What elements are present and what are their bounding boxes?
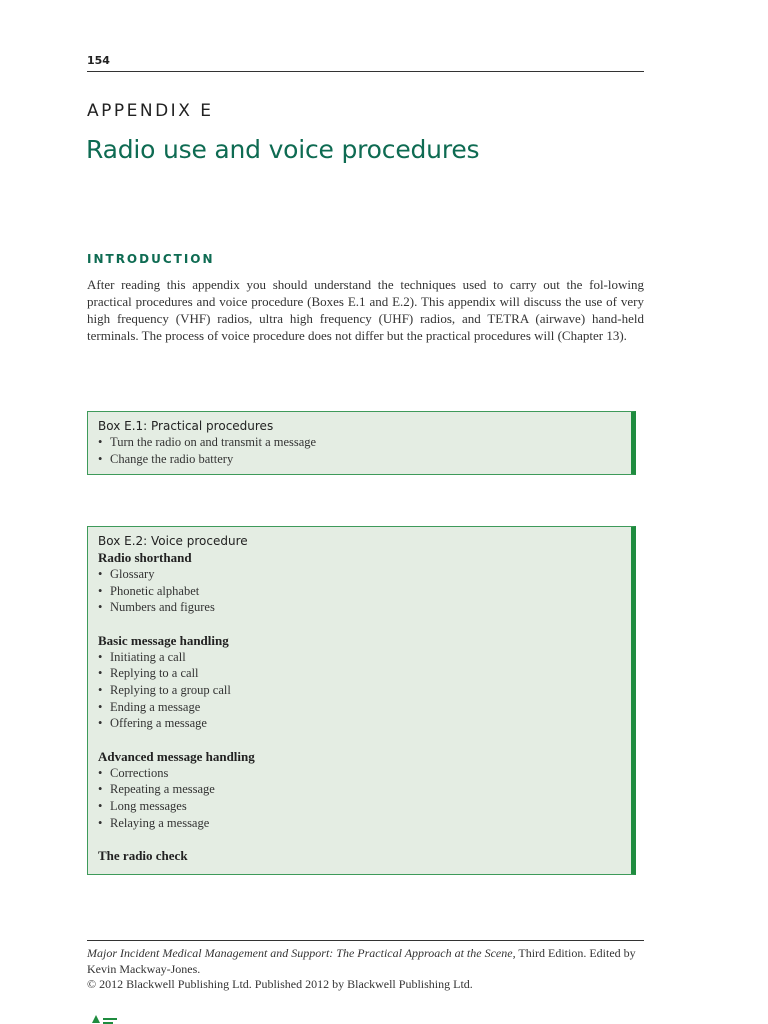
list-item-text: Phonetic alphabet [110,583,200,598]
box-e2-list-item [98,566,631,583]
box-e1-practical-procedures [87,411,636,475]
footer-edition-line: Third Edition. Edited by Kevin Mackway-Jones. [87,946,636,976]
list-item-text: Turn the radio on and transmit a message [110,435,317,449]
list-item-text: Corrections [110,765,169,780]
box-e2-list-item [98,599,631,616]
publisher-logo [86,1014,146,1024]
box-e2-group-heading: Radio shorthand [98,550,192,565]
box-e2-voice-procedure [87,526,636,875]
bullet-marker: • [98,815,103,830]
box-e2-list-item [98,765,631,782]
bullet-marker: • [98,682,103,697]
box-e2-title: Box E.2: Voice procedure [98,534,248,548]
list-item-text: Ending a message [110,699,201,714]
bullet-marker: • [98,765,103,780]
page-number: 154 [87,54,110,67]
box-e2-group-heading: Advanced message handling [98,748,255,764]
box-e2-group-heading: Basic message handling [98,632,229,648]
group-spacer [98,732,631,748]
list-item-text: Offering a message [110,716,207,731]
bullet-marker: • [98,583,103,598]
box-e2-group-heading: The radio check [98,848,188,864]
header-rule [87,71,644,72]
bullet-marker: • [98,600,103,615]
box-e2-list-item [98,815,631,832]
box-e2-list-item [98,583,631,600]
list-item-text: Numbers and figures [110,600,215,615]
introduction-heading: INTRODUCTION [87,252,215,266]
group-spacer [98,616,631,632]
list-item-text: Glossary [110,567,155,581]
list-item-text: Replying to a call [110,666,199,681]
list-item-text: Replying to a group call [110,682,231,697]
box-e1-list-item [98,434,631,451]
footer-book-title: Major Incident Medical Management and Support: The Practical Approach at the Scene, [87,946,516,960]
box-e2-list-item [98,682,631,699]
list-item-text: Repeating a message [110,782,215,797]
footer-citation [87,946,647,993]
box-e1-list [98,434,631,467]
box-e2-group-list [98,649,631,732]
bullet-marker: • [98,567,103,581]
box-e2-list-item [98,649,631,666]
box-e2-list-item [98,715,631,732]
group-spacer [98,831,631,847]
list-item-text: Change the radio battery [110,451,234,466]
box-e2-group-list [98,566,631,616]
bullet-marker: • [98,782,103,797]
chapter-title: Radio use and voice procedures [86,135,480,164]
footer-copyright: © 2012 Blackwell Publishing Ltd. Published 2012 by Blackwell Publishing Ltd. [87,977,473,991]
bullet-marker: • [98,666,103,681]
box-e2-list-item [98,699,631,716]
box-e1-title: Box E.1: Practical procedures [98,419,274,433]
bullet-marker: • [98,798,103,813]
footer-rule [87,940,644,941]
appendix-label: APPENDIX E [87,101,214,121]
bullet-marker: • [98,649,103,664]
box-e1-list-item [98,451,631,468]
box-e2-groups [98,549,631,864]
box-e2-list-item [98,781,631,798]
bullet-marker: • [98,451,103,466]
bullet-marker: • [98,716,103,731]
box-e2-group-list [98,765,631,831]
list-item-text: Initiating a call [110,649,186,664]
introduction-paragraph: After reading this appendix you should understand the techniques used to carry out the fol-lowing practical procedures and voice procedure (Boxes E.1 and E.2). This appendix will discuss the use of very high frequency (VHF) radios, ultra high frequency (UHF) radios, and TETRA (airwave) hand-held terminals. The process of voice procedure does not differ but the practical procedures will (Chapter 13). [87,277,644,343]
bullet-marker: • [98,699,103,714]
box-e2-list-item [98,665,631,682]
list-item-text: Relaying a message [110,815,210,830]
list-item-text: Long messages [110,798,187,813]
box-e2-list-item [98,798,631,815]
bullet-marker: • [98,435,103,449]
